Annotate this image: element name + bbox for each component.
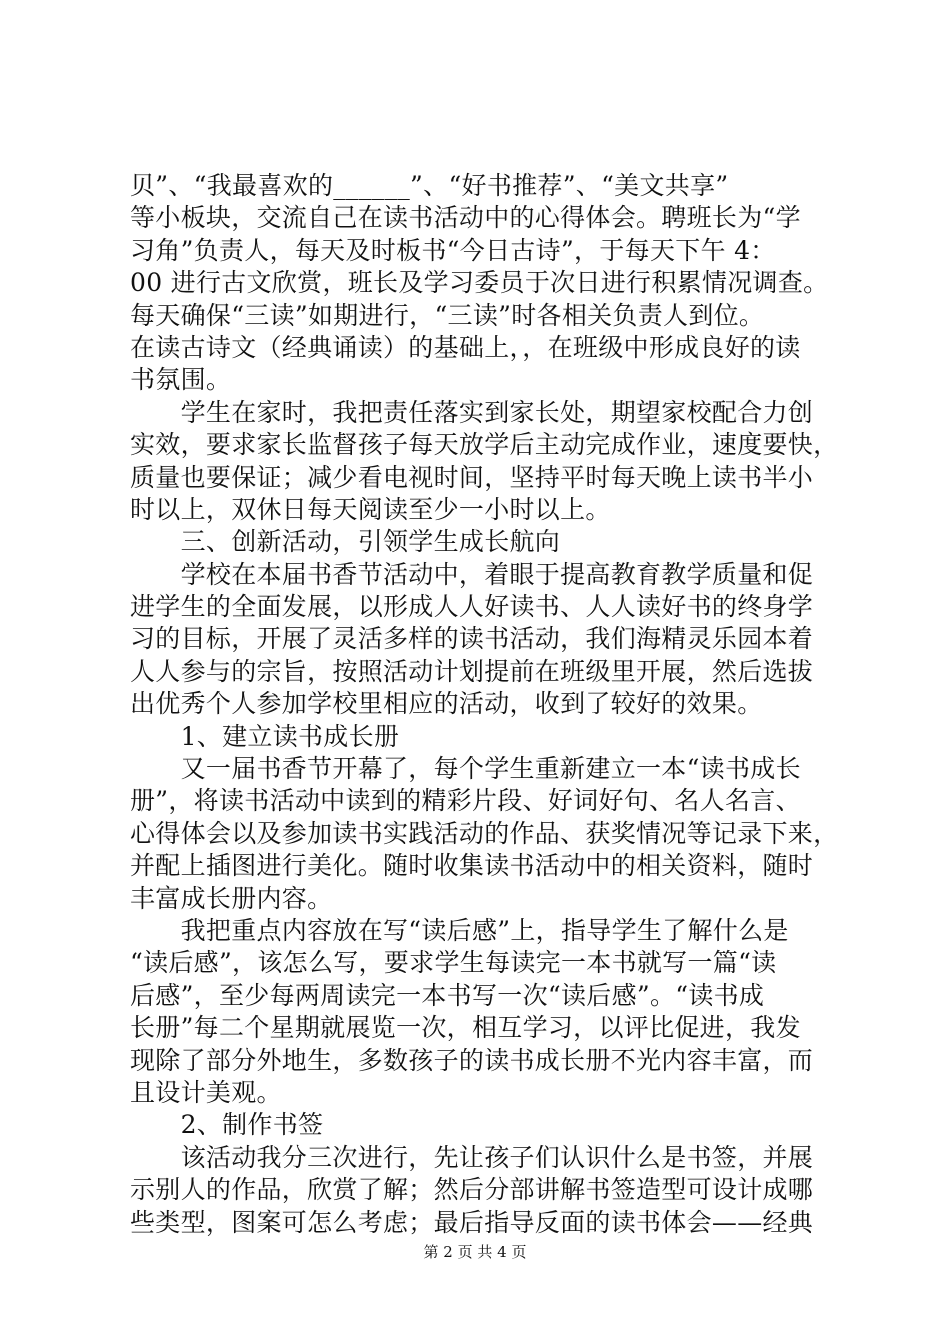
text-line: 学校在本届书香节活动中，着眼于提高教育教学质量和促 [130, 559, 814, 589]
text-line: 每天确保“三读”如期进行，“三读”时各相关负责人到位。 [130, 300, 765, 330]
text-line: 我把重点内容放在写“读后感”上，指导学生了解什么是 [130, 915, 789, 945]
text-line: 出优秀个人参加学校里相应的活动，收到了较好的效果。 [130, 689, 763, 719]
text-line: 后感”，至少每两周读完一本书写一次“读后感”。“读书成 [130, 980, 765, 1010]
section-heading: 三、创新活动，引领学生成长航向 [130, 527, 561, 557]
text-line: 在读古诗文（经典诵读）的基础上，，在班级中形成良好的读 [130, 332, 801, 362]
text-line: 又一届书香节开幕了，每个学生重新建立一本“读书成长 [130, 754, 801, 784]
text-line: “读后感”，该怎么写，要求学生每读完一本书就写一篇“读 [130, 948, 777, 978]
text-line: 时以上，双休日每天阅读至少一小时以上。 [130, 494, 611, 524]
text-line: 并配上插图进行美化。随时收集读书活动中的相关资料，随时 [130, 851, 814, 881]
text-line: 人人参与的宗旨，按照活动计划提前在班级里开展，然后选拔 [130, 656, 814, 686]
text-line: 该活动我分三次进行，先让孩子们认识什么是书签，并展 [130, 1142, 814, 1172]
text-line: 等小板块，交流自己在读书活动中的心得体会。聘班长为“学 [130, 203, 801, 233]
document-body [130, 170, 839, 1239]
subsection-heading: 2、制作书签 [130, 1110, 324, 1140]
subsection-heading: 1、建立读书成长册 [130, 721, 400, 751]
text-line: 书氛围。 [130, 365, 232, 395]
text-line: 长册”每二个星期就展览一次，相互学习，以评比促进，我发 [130, 1013, 801, 1043]
text-line: 现除了部分外地生，多数孩子的读书成长册不光内容丰富，而 [130, 1045, 814, 1075]
text-line: 习的目标，开展了灵活多样的读书活动，我们海精灵乐园本着 [130, 624, 814, 654]
text-line: 进学生的全面发展，以形成人人好读书、人人读好书的终身学 [130, 592, 814, 622]
text-line: 00 进行古文欣赏，班长及学习委员于次日进行积累情况调查。 [130, 268, 829, 298]
text-line: 且设计美观。 [130, 1077, 282, 1107]
page-footer: 第 2 页 共 4 页 [423, 1243, 527, 1261]
text-line: 质量也要保证；减少看电视时间，坚持平时每天晚上读书半小 [130, 462, 814, 492]
text-line: 学生在家时，我把责任落实到家长处，期望家校配合力创 [130, 397, 814, 427]
text-line: 心得体会以及参加读书实践活动的作品、获奖情况等记录下来， [130, 818, 839, 848]
text-line: 示别人的作品，欣赏了解；然后分部讲解书签造型可设计成哪 [130, 1175, 814, 1205]
text-line: 贝”、“我最喜欢的______”、“好书推荐”、“美文共享” [130, 171, 729, 200]
text-line: 册”，将读书活动中读到的精彩片段、好词好句、名人名言、 [130, 786, 801, 816]
text-line: 些类型，图案可怎么考虑；最后指导反面的读书体会——经典 [130, 1207, 814, 1237]
text-line: 习角”负责人，每天及时板书“今日古诗”，于每天下午 4： [130, 235, 776, 265]
text-line: 实效，要求家长监督孩子每天放学后主动完成作业，速度要快， [130, 430, 839, 460]
text-line: 丰富成长册内容。 [130, 883, 333, 913]
